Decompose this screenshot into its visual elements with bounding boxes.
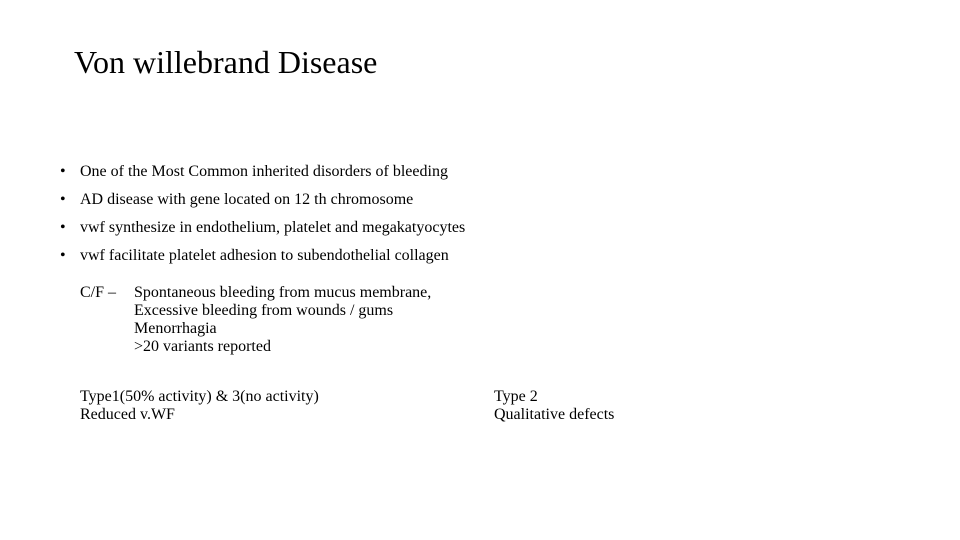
clinical-feature-line: Spontaneous bleeding from mucus membrane, [134, 284, 432, 301]
clinical-feature-line: Menorrhagia [134, 320, 217, 337]
bullet-dot-icon: • [60, 219, 66, 236]
type-1-3-heading: Type1(50% activity) & 3(no activity) [80, 388, 319, 405]
slide-title: Von willebrand Disease [74, 44, 378, 80]
bullet-list [60, 158, 465, 270]
bullet-item [60, 242, 465, 270]
type-2-description: Qualitative defects [494, 406, 615, 423]
bullet-item [60, 186, 465, 214]
bullet-dot-icon: • [60, 247, 66, 264]
bullet-text: vwf synthesize in endothelium, platelet and megakatyocytes [80, 219, 466, 236]
clinical-feature-line: >20 variants reported [134, 338, 271, 355]
type-1-3-description: Reduced v.WF [80, 406, 175, 423]
type-2-block [494, 388, 614, 424]
bullet-item [60, 158, 465, 186]
bullet-dot-icon: • [60, 191, 66, 208]
bullet-item [60, 214, 465, 242]
bullet-text: AD disease with gene located on 12 th chromosome [80, 191, 414, 208]
bullet-text: One of the Most Common inherited disorders of bleeding [80, 163, 448, 180]
type-2-heading: Type 2 [494, 388, 538, 405]
bullet-text: vwf facilitate platelet adhesion to subendothelial collagen [80, 247, 449, 264]
type-1-3-block [80, 388, 319, 424]
clinical-features-label: C/F – [80, 284, 117, 301]
clinical-features-block [80, 284, 431, 356]
bullet-dot-icon: • [60, 163, 66, 180]
clinical-feature-line: Excessive bleeding from wounds / gums [134, 302, 394, 319]
